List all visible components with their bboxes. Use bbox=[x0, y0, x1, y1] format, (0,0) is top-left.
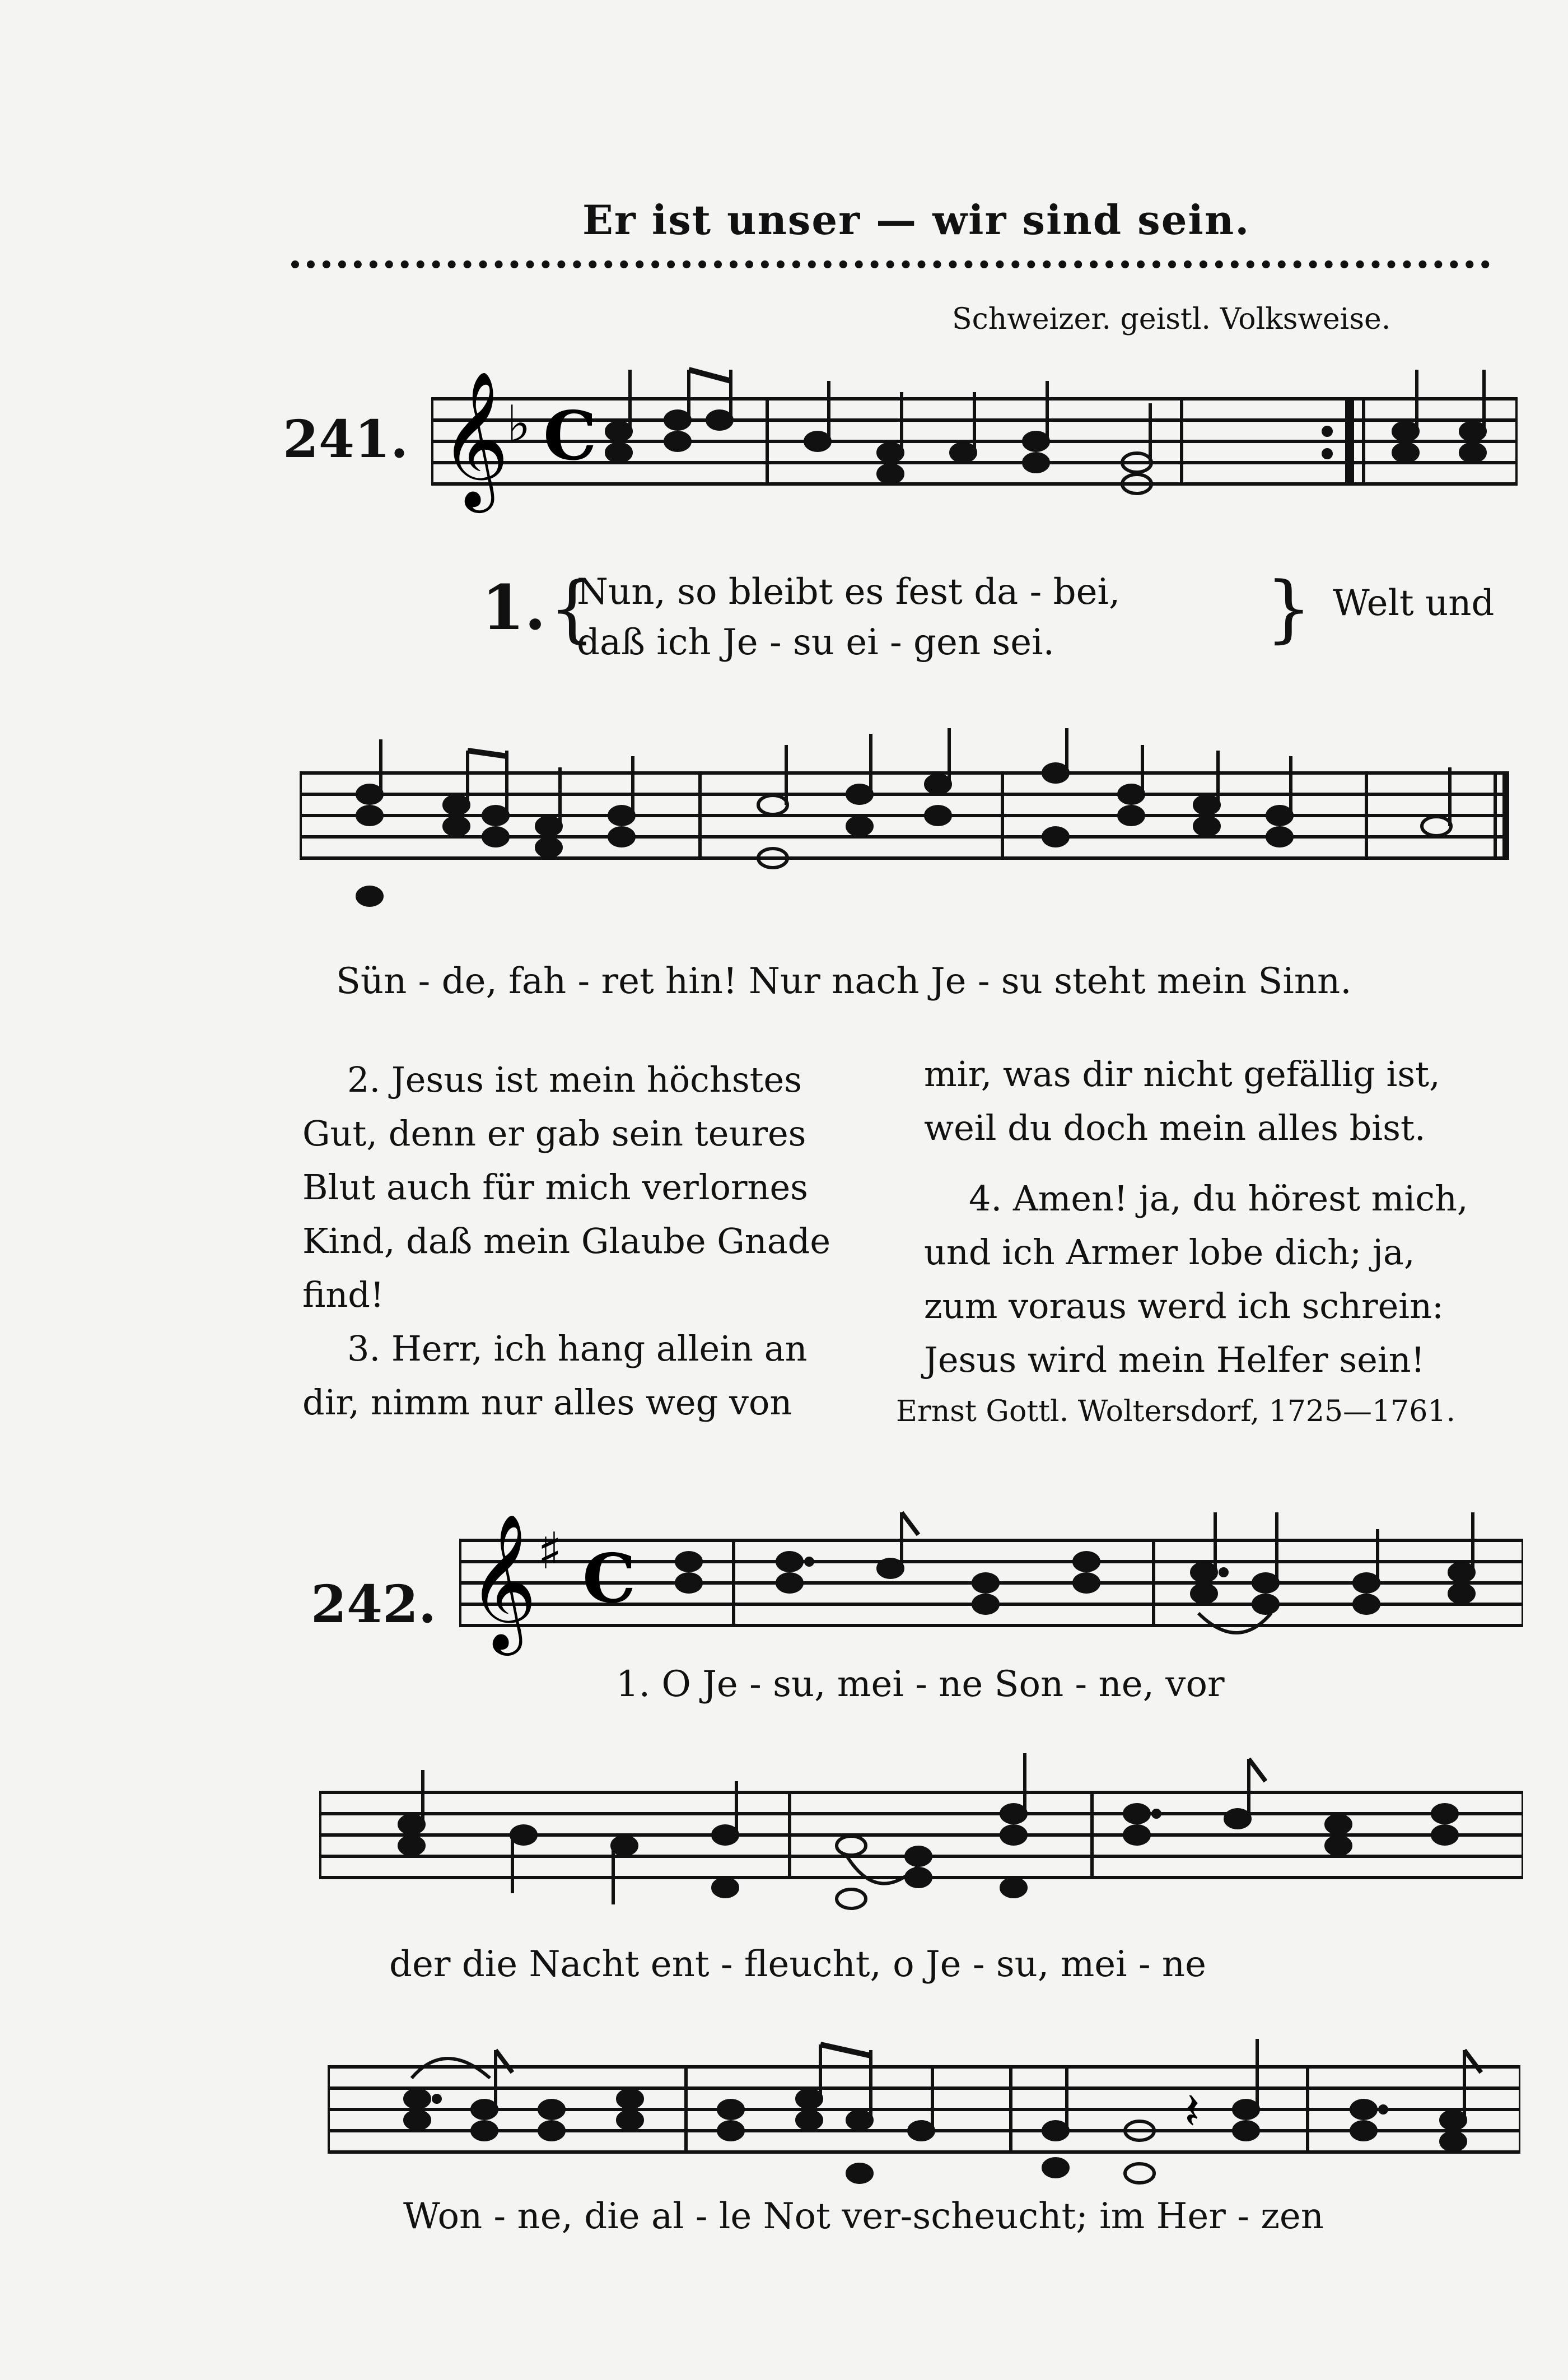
lyrics-241-line2: daß ich Je - su ei - gen sei. bbox=[577, 622, 1054, 663]
svg-text:𝄞: 𝄞 bbox=[468, 1512, 538, 1650]
verses-right-column bbox=[924, 1047, 1518, 1387]
verse-line: Blut auch für mich verlornes bbox=[302, 1167, 808, 1208]
lyrics-241-system2: Sün - de, fah - ret hin! Nur nach Je - su steht mein Sinn. bbox=[336, 961, 1352, 1002]
svg-text:𝄞: 𝄞 bbox=[440, 370, 510, 507]
svg-text:C: C bbox=[582, 1539, 636, 1618]
hymn-number-241: 241. bbox=[283, 409, 409, 469]
staff-241-system2 bbox=[300, 728, 1509, 930]
verse-number-241: 1. bbox=[482, 571, 546, 644]
verse-line: dir, nimm nur alles weg von bbox=[302, 1382, 792, 1423]
staff-241-system1 bbox=[431, 358, 1518, 549]
lyrics-242-system2: der die Nacht ent - fleucht, o Je - su, mei - ne bbox=[389, 1944, 1206, 1985]
verse-line: 2. Jesus ist mein höchstes bbox=[347, 1059, 802, 1100]
lyrics-241-continuation: Welt und bbox=[1333, 583, 1495, 624]
svg-text:C: C bbox=[543, 397, 597, 476]
verse-line: find! bbox=[302, 1274, 384, 1315]
verse-line: mir, was dir nicht gefällig ist, bbox=[924, 1054, 1440, 1094]
verse-line: und ich Armer lobe dich; ja, bbox=[924, 1232, 1415, 1273]
svg-text:♭: ♭ bbox=[507, 395, 531, 454]
author-credit: Ernst Gottl. Woltersdorf, 1725—1761. bbox=[896, 1395, 1455, 1428]
verse-line: zum voraus werd ich schrein: bbox=[924, 1286, 1444, 1326]
verse-line: Kind, daß mein Glaube Gnade bbox=[302, 1221, 831, 1261]
staff-242-system1 bbox=[459, 1501, 1523, 1669]
brace-right: } bbox=[1266, 566, 1312, 651]
verse-line: weil du doch mein alles bist. bbox=[924, 1107, 1426, 1148]
staff-242-system2 bbox=[319, 1748, 1523, 1938]
verse-line: 4. Amen! ja, du hörest mich, bbox=[969, 1178, 1468, 1219]
melody-source: Schweizer. geistl. Volksweise. bbox=[952, 302, 1391, 336]
brace-left: { bbox=[549, 566, 595, 651]
svg-text:♯: ♯ bbox=[538, 1522, 562, 1581]
lyrics-241-line1: Nun, so bleibt es fest da - bei, bbox=[577, 571, 1121, 613]
lyrics-242-system1: 1. O Je - su, mei - ne Son - ne, vor bbox=[616, 1664, 1225, 1705]
hymn-number-242: 242. bbox=[311, 1574, 437, 1634]
verse-line: 3. Herr, ich hang allein an bbox=[347, 1328, 808, 1369]
header-divider bbox=[291, 260, 1490, 268]
lyrics-242-system3: Won - ne, die al - le Not ver-scheucht; im Her - zen bbox=[403, 2196, 1324, 2237]
page-header: Er ist unser — wir sind sein. bbox=[582, 196, 1250, 244]
staff-242-system3 bbox=[328, 2016, 1520, 2207]
verses-left-column bbox=[302, 1053, 896, 1429]
svg-text:𝄽: 𝄽 bbox=[1184, 2082, 1200, 2141]
verse-line: Jesus wird mein Helfer sein! bbox=[924, 1339, 1425, 1380]
verse-line: Gut, denn er gab sein teures bbox=[302, 1113, 806, 1154]
